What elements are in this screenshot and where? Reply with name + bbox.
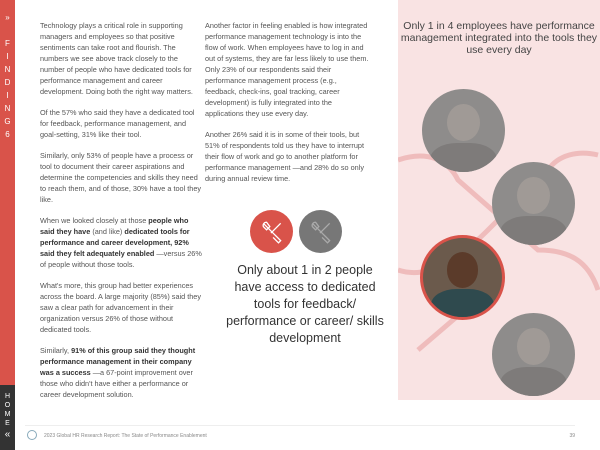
letter: I — [6, 52, 9, 61]
letter: F — [5, 39, 10, 48]
paragraph: Of the 57% who said they have a dedicated tool for feedback, performance management, and goal-setting, 31% like their tool. — [40, 108, 195, 139]
text: Similarly, — [40, 346, 72, 355]
paragraph — [40, 215, 202, 270]
stat-panel — [398, 0, 600, 400]
letter: N — [4, 65, 11, 74]
footer-divider — [25, 425, 575, 426]
chevrons-right-icon[interactable]: » — [5, 13, 10, 22]
chevrons-up-icon[interactable]: « — [4, 429, 11, 440]
page-number: 39 — [569, 433, 575, 439]
text: (and like) — [90, 227, 125, 236]
panel-title: Only 1 in 4 employees have performance management integrated into the tools they use every day — [400, 20, 598, 56]
middle-column — [205, 20, 370, 194]
finding-6-label — [0, 40, 15, 144]
bold-text: people who said they have — [40, 216, 189, 236]
bold-text: dedicated tools for performance and career development, 92% said they felt adequately enabled — [40, 227, 190, 258]
employee-photo — [422, 89, 505, 172]
letter: H — [4, 393, 11, 400]
letter: I — [6, 91, 9, 100]
employee-photo — [492, 162, 575, 245]
callout-text: Only about 1 in 2 people have access to dedicated tools for feedback/ performance or career/ skills development — [226, 263, 384, 345]
home-label[interactable] — [0, 393, 15, 432]
bold-text: 91% of this group said they thought performance management in their company was a success — [40, 346, 196, 377]
paragraph: Another 26% said it is in some of their tools, but 51% of respondents told us they have to interrupt their flow of work and go to another platform for performance management —and 28% do so only during annual review time. — [205, 130, 365, 183]
paragraph: Another factor in feeling enabled is how integrated performance management technology is into the flow of work. When employees have to log in and out of systems, they are far less likely to use them. Only 23% of our respondents said their performance management process (e.g., feedback, check-ins, goal tracking, career development) is fully integrated into the applications they use every day. — [205, 21, 369, 118]
letter: G — [4, 117, 11, 126]
paragraph: What's more, this group had better experiences across the board. A large majority (85%) said they saw a clear path for advancement in their organization versus 26% of those without dedicated tools. — [40, 281, 202, 334]
brand-logo-icon — [27, 430, 37, 440]
letter: D — [4, 78, 11, 87]
text: —versus 26% of people without those tools. — [40, 249, 202, 269]
paragraph: Similarly, only 53% of people have a process or tool to document their career aspirations and determine the competencies and skills they need to reach them, and of those, 30% have a tool they like. — [40, 151, 202, 204]
tools-icon — [299, 210, 342, 253]
letter: O — [4, 402, 11, 409]
tools-icon — [250, 210, 293, 253]
employee-photo-highlighted — [420, 235, 505, 320]
text: —a 67-point improvement over those who didn't have either a performance or career development solution. — [40, 368, 193, 399]
employee-photo — [492, 313, 575, 396]
paragraph: Technology plays a critical role in supporting managers and employees so that positive sentiments can take root and flourish. The numbers we see above track closely to the number of people who have dedicated tools for performance management and career development. Doing both the right way matters. — [40, 21, 193, 96]
paragraph — [40, 345, 202, 400]
letter: 6 — [5, 130, 10, 139]
left-column — [40, 20, 202, 410]
text: When we looked closely at those — [40, 216, 149, 225]
letter: M — [4, 411, 11, 418]
letter: N — [4, 104, 11, 113]
letter: E — [5, 420, 10, 427]
tool-icons — [250, 210, 342, 253]
footer-text: 2023 Global HR Research Report: The State of Performance Enablement — [44, 433, 207, 439]
